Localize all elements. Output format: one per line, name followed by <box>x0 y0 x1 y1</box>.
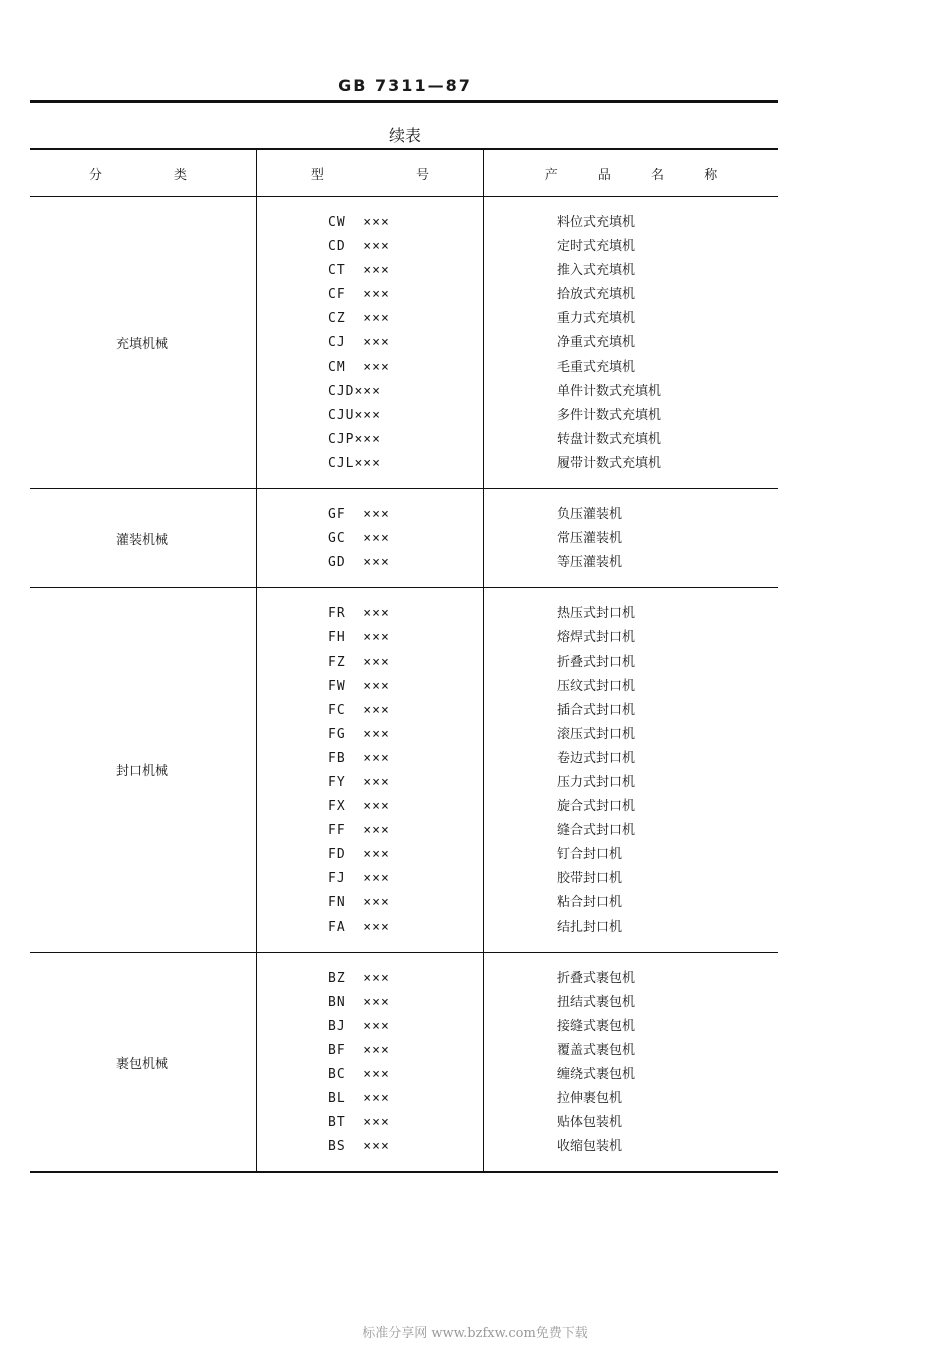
product-name: 拉伸裹包机 <box>557 1091 623 1107</box>
table-header-row <box>30 150 778 197</box>
model-code: CJP××× <box>328 431 381 447</box>
product-name: 推入式充填机 <box>557 263 636 279</box>
column-header-model-label: 型 号 <box>310 167 474 183</box>
model-code: FC ××× <box>328 702 390 718</box>
product-name: 履带计数式充填机 <box>557 455 662 471</box>
product-name: 结扎封口机 <box>557 919 623 935</box>
model-code: CJU××× <box>328 407 381 423</box>
model-code: CJD××× <box>328 383 381 399</box>
standard-number: GB 7311—87 <box>338 76 472 95</box>
product-name: 负压灌装机 <box>557 507 623 523</box>
product-name: 卷边式封口机 <box>557 750 636 766</box>
product-name: 定时式充填机 <box>557 239 636 255</box>
category-label: 充填机械 <box>116 337 169 353</box>
table-group <box>30 197 778 489</box>
product-name: 收缩包装机 <box>557 1139 623 1155</box>
model-cell <box>257 588 484 951</box>
product-name: 料位式充填机 <box>557 215 636 230</box>
product-name: 折叠式封口机 <box>557 654 636 670</box>
name-cell <box>484 197 778 488</box>
model-code: BN ××× <box>328 994 390 1010</box>
product-name: 熔焊式封口机 <box>557 630 636 646</box>
category-label: 灌装机械 <box>116 532 169 548</box>
product-name: 拾放式充填机 <box>557 287 636 303</box>
column-header-category <box>30 150 257 196</box>
category-label: 封口机械 <box>116 764 169 780</box>
category-label: 裹包机械 <box>116 1056 169 1072</box>
product-name: 缠绕式裹包机 <box>557 1067 636 1082</box>
model-code: FZ ××× <box>328 654 390 670</box>
column-header-name-label: 产 品 名 称 <box>544 167 736 183</box>
page-footer: 标准分享网 www.bzfxw.com免费下载 <box>362 1326 588 1341</box>
model-code: FY ××× <box>328 774 390 790</box>
product-name: 覆盖式裹包机 <box>557 1042 636 1058</box>
model-code: GD ××× <box>328 555 390 571</box>
product-name: 胶带封口机 <box>557 871 623 887</box>
model-code: BZ ××× <box>328 970 390 986</box>
product-name: 贴体包装机 <box>557 1115 623 1131</box>
model-cell <box>257 197 484 488</box>
model-code: BS ××× <box>328 1139 390 1155</box>
model-code: FR ××× <box>328 606 390 622</box>
model-code: CW ××× <box>328 215 390 230</box>
model-code: FH ××× <box>328 630 390 646</box>
product-name: 多件计数式充填机 <box>557 407 662 423</box>
model-code: BJ ××× <box>328 1018 390 1034</box>
classification-table <box>30 148 778 1173</box>
product-name: 旋合式封口机 <box>557 799 636 815</box>
table-caption: 续表 <box>388 126 421 145</box>
product-name: 滚压式封口机 <box>557 726 636 742</box>
model-code: CZ ××× <box>328 311 390 327</box>
product-name: 单件计数式充填机 <box>557 383 662 399</box>
model-code: CT ××× <box>328 263 390 279</box>
model-code: BC ××× <box>328 1067 390 1082</box>
product-name: 扭结式裹包机 <box>557 994 636 1010</box>
column-header-model <box>257 150 484 196</box>
table-group <box>30 489 778 588</box>
header-rule <box>30 100 778 103</box>
product-name: 转盘计数式充填机 <box>557 431 662 447</box>
product-name: 粘合封口机 <box>557 895 623 911</box>
model-code: GC ××× <box>328 531 390 547</box>
model-code: FX ××× <box>328 799 390 815</box>
category-cell <box>30 953 257 1172</box>
table-group <box>30 953 778 1172</box>
product-name: 毛重式充填机 <box>557 359 636 375</box>
product-name: 热压式封口机 <box>557 606 636 622</box>
model-code: FA ××× <box>328 919 390 935</box>
model-code: FN ××× <box>328 895 390 911</box>
category-cell <box>30 588 257 951</box>
table-body <box>30 197 778 1171</box>
model-cell <box>257 953 484 1172</box>
name-cell <box>484 489 778 587</box>
product-name: 折叠式裹包机 <box>557 970 636 986</box>
model-code: CJL××× <box>328 455 381 471</box>
model-code: BF ××× <box>328 1042 390 1058</box>
model-code: CJ ××× <box>328 335 390 351</box>
column-header-category-label: 分 类 <box>88 167 222 183</box>
model-code: FB ××× <box>328 750 390 766</box>
product-name: 接缝式裹包机 <box>557 1018 636 1034</box>
model-code: FW ××× <box>328 678 390 694</box>
product-name: 净重式充填机 <box>557 335 636 351</box>
product-name: 重力式充填机 <box>557 311 636 327</box>
product-name: 常压灌装机 <box>557 531 623 547</box>
name-cell <box>484 588 778 951</box>
model-code: FJ ××× <box>328 871 390 887</box>
model-code: FD ××× <box>328 847 390 863</box>
product-name: 钉合封口机 <box>557 847 623 863</box>
model-cell <box>257 489 484 587</box>
model-code: FG ××× <box>328 726 390 742</box>
model-code: CM ××× <box>328 359 390 375</box>
model-code: BL ××× <box>328 1091 390 1107</box>
product-name: 压纹式封口机 <box>557 678 636 694</box>
category-cell <box>30 197 257 488</box>
model-code: GF ××× <box>328 507 390 523</box>
product-name: 等压灌装机 <box>557 555 623 571</box>
category-cell <box>30 489 257 587</box>
product-name: 压力式封口机 <box>557 774 636 790</box>
model-code: CD ××× <box>328 239 390 255</box>
model-code: FF ××× <box>328 823 390 839</box>
model-code: BT ××× <box>328 1115 390 1131</box>
table-group <box>30 588 778 952</box>
product-name: 插合式封口机 <box>557 702 636 718</box>
model-code: CF ××× <box>328 287 390 303</box>
product-name: 缝合式封口机 <box>557 823 636 839</box>
column-header-name <box>484 150 778 196</box>
name-cell <box>484 953 778 1172</box>
